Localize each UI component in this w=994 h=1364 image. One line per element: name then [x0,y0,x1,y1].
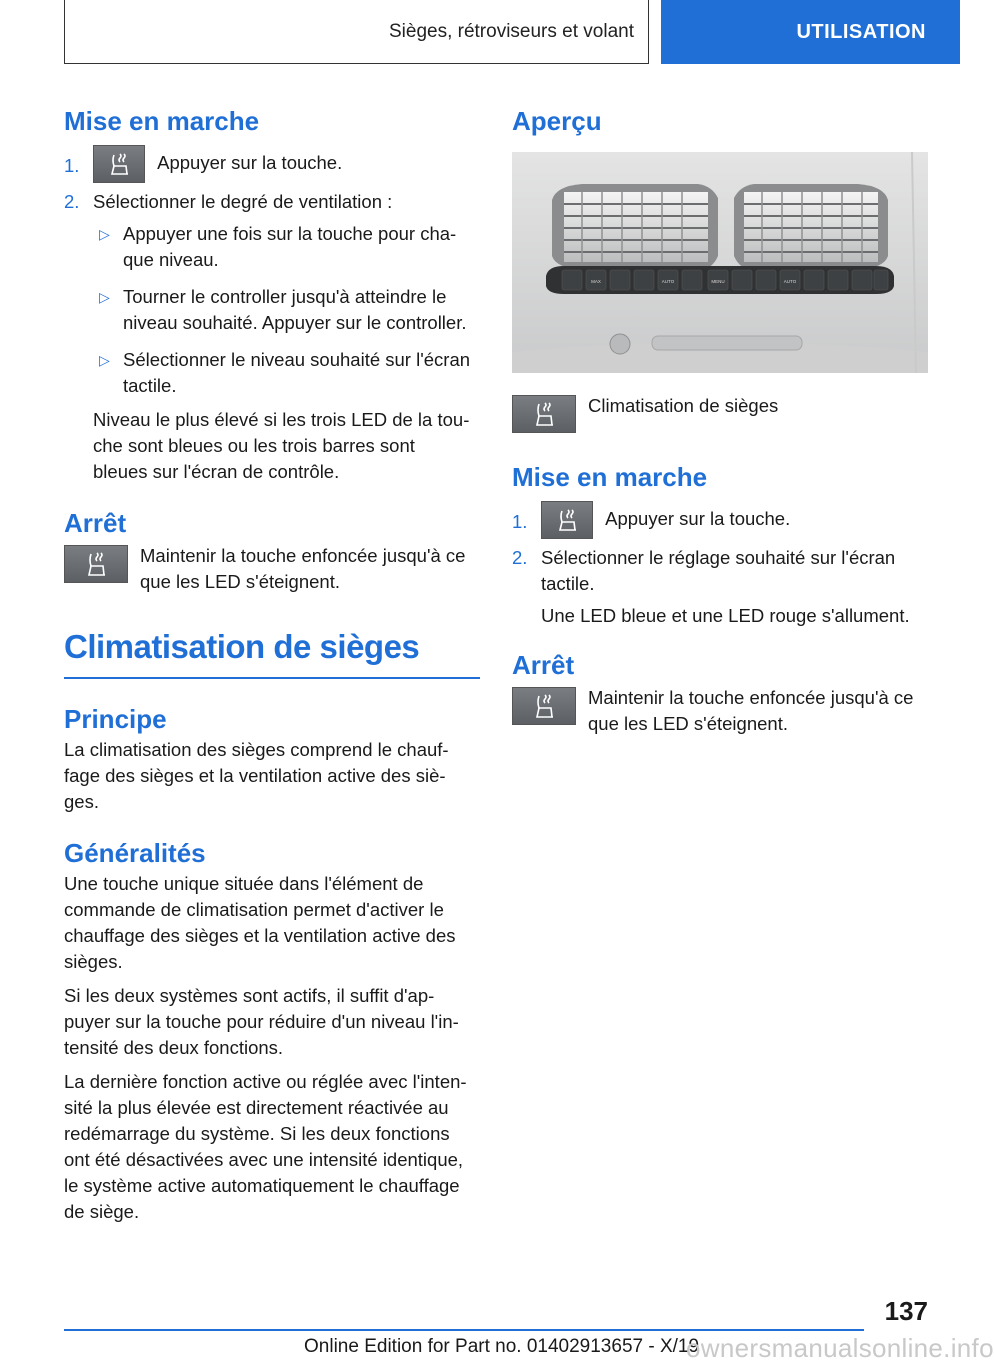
step-number: 1. [512,511,528,532]
section-heading-apercu: Aperçu [512,106,602,136]
footer-rule [64,1329,864,1331]
generalites-p3: La dernière fonction active ou réglée avec l'inten- sité la plus élevée est directement réactivée au redémarrage du système. Si les deux fonctions ont été désactivées avec une intensité identique, le système active automatiquement le chauffage de siège. [64,1070,467,1222]
step-text: Sélectionner le degré de ventilation : [93,191,393,212]
left-column [64,100,480,1225]
step-2: 2. Sélectionner le réglage souhaité sur l'écran tactile. [512,547,896,594]
step-2-note: Une LED bleue et une LED rouge s'allument. [541,605,910,626]
chapter-heading: Climatisation de sièges [64,628,420,665]
section-heading-principe: Principe [64,703,167,734]
triangle-right-icon: ▷ [99,352,110,368]
caption-row [512,393,928,433]
seat-ventilation-icon [64,545,128,583]
climate-panel-photo [512,152,928,373]
watermark: ownersmanualsonline.info [686,1333,994,1363]
page-number: 137 [884,1296,928,1326]
step-1 [512,501,928,539]
generalites-p2: Si les deux systèmes sont actifs, il suffit d'ap- puyer sur la touche pour réduire d'un niveau l'in- tensité des deux fonctions. [64,984,459,1058]
step-1 [64,145,480,183]
running-header [64,0,649,64]
step-number: 2. [512,547,528,568]
arret-row: Maintenir la touche enfoncée jusqu'à ce que les LED s'éteignent. [64,543,480,595]
step-text: Appuyer sur la touche. [157,151,343,173]
climate-panel-illustration [512,152,928,373]
seat-ventilation-icon [512,395,576,433]
bullet-line: tactile. [123,375,177,396]
triangle-right-icon: ▷ [99,289,110,305]
icon-caption: Climatisation de sièges [588,395,779,416]
panel-label: AUTO [783,279,797,284]
bullet-list [64,221,480,399]
edition-text: Online Edition for Part no. 01402913657 - X/19 [304,1336,700,1357]
seat-ventilation-icon [512,687,576,725]
bullet-line: que niveau. [123,249,219,270]
section-heading-arret: Arrêt [64,508,127,538]
right-column [512,100,928,737]
section-heading-arret-2: Arrêt [512,650,575,680]
section-title: Sièges, rétroviseurs et volant [388,20,634,42]
generalites-p1: Une touche unique située dans l'élément de commande de climatisation permet d'activer le chauffage des sièges et la ventilation active des sièges. [64,872,456,972]
bullet-line: Appuyer une fois sur la touche pour cha- [123,223,457,244]
bullet-line: Tourner le controller jusqu'à atteindre le [123,286,447,307]
seat-button-icon [541,501,593,539]
heading-rule [64,677,480,679]
panel-label: MAX [591,279,601,284]
niveau-note: Niveau le plus élevé si les trois LED de la tou- che sont bleues ou les trois barres sont bleues sur l'écran de contrôle. [93,409,470,482]
step-number: 1. [64,155,80,176]
triangle-right-icon: ▷ [99,226,110,242]
principe-text: La climatisation des sièges comprend le chauf- fage des sièges et la ventilation active des siè- ges. [64,738,449,812]
panel-label: MENU [711,279,725,284]
section-heading-mise-en-marche-2: Mise en marche [512,462,708,492]
section-heading-mise-en-marche: Mise en marche [64,106,260,136]
panel-label: AUTO [661,279,675,284]
step-text: Appuyer sur la touche. [605,507,791,529]
bullet-item [93,284,480,336]
step-number: 2. [64,191,80,212]
chapter-tab [661,0,960,64]
arret-row: Maintenir la touche enfoncée jusqu'à ce que les LED s'éteignent. [512,685,928,737]
bullet-line: niveau souhaité. Appuyer sur le controller. [123,312,467,333]
step-2 [64,189,480,215]
seat-button-icon [93,145,145,183]
bullet-line: Sélectionner le niveau souhaité sur l'écran [123,349,471,370]
section-heading-generalites: Généralités [64,837,206,868]
chapter-title: UTILISATION [796,20,926,43]
bullet-item [93,347,480,399]
bullet-item [93,221,480,273]
